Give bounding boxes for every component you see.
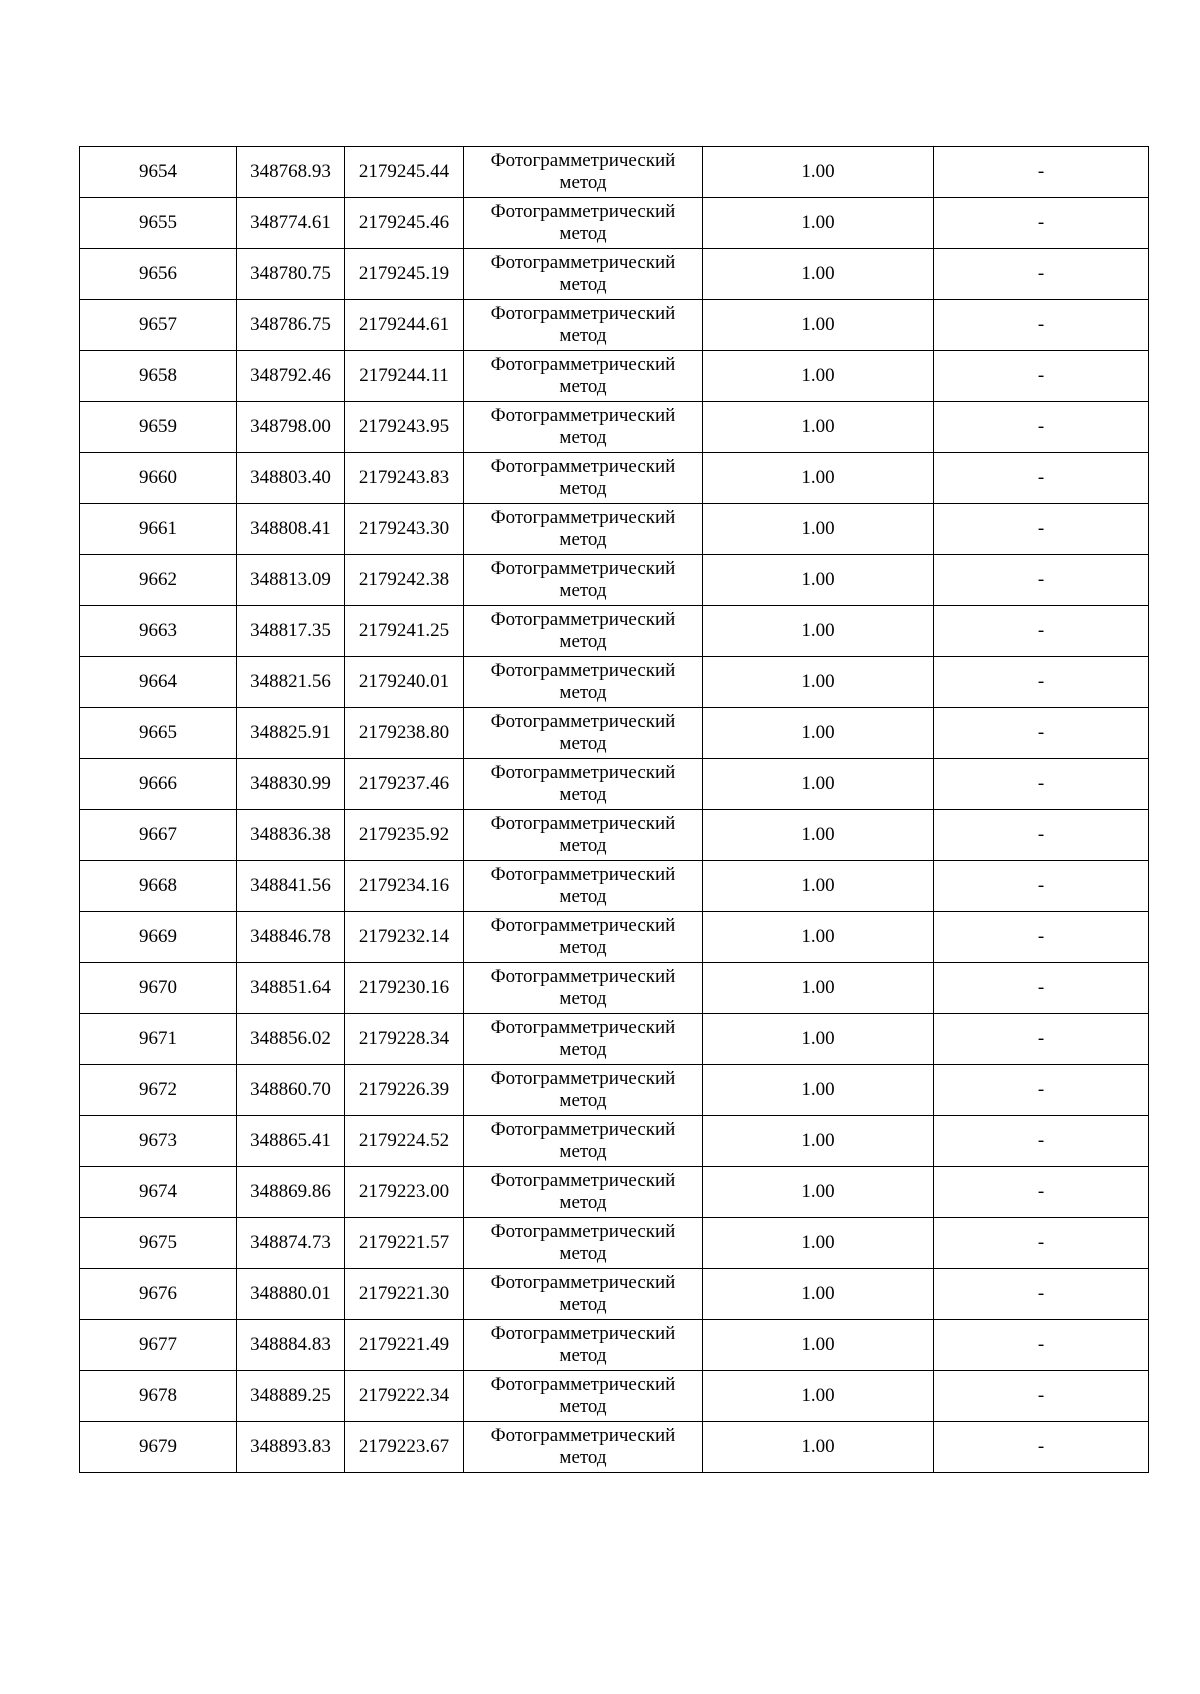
x-coordinate-cell: 348865.41 [237, 1116, 345, 1167]
method-line-2: метод [559, 1141, 607, 1162]
method-line-2: метод [559, 835, 607, 856]
method-line-2: метод [559, 733, 607, 754]
method-line-1: Фотограмметрический [490, 1425, 676, 1446]
method-cell [464, 1218, 703, 1269]
note-cell: - [934, 351, 1149, 402]
accuracy-cell: 1.00 [703, 606, 934, 657]
y-coordinate-cell: 2179240.01 [345, 657, 464, 708]
method-line-2: метод [559, 631, 607, 652]
accuracy-cell: 1.00 [703, 198, 934, 249]
point-number-cell: 9660 [80, 453, 237, 504]
method-cell [464, 657, 703, 708]
y-coordinate-cell: 2179245.44 [345, 147, 464, 198]
method-line-1: Фотограмметрический [490, 1221, 676, 1242]
x-coordinate-cell: 348893.83 [237, 1422, 345, 1473]
x-coordinate-cell: 348851.64 [237, 963, 345, 1014]
note-cell: - [934, 810, 1149, 861]
y-coordinate-cell: 2179232.14 [345, 912, 464, 963]
note-cell: - [934, 708, 1149, 759]
note-cell: - [934, 555, 1149, 606]
point-number-cell: 9666 [80, 759, 237, 810]
x-coordinate-cell: 348821.56 [237, 657, 345, 708]
method-line-1: Фотограмметрический [490, 1374, 676, 1395]
note-cell: - [934, 1065, 1149, 1116]
y-coordinate-cell: 2179243.83 [345, 453, 464, 504]
method-line-2: метод [559, 682, 607, 703]
method-line-2: метод [559, 376, 607, 397]
point-number-cell: 9679 [80, 1422, 237, 1473]
method-line-2: метод [559, 274, 607, 295]
method-line-1: Фотограмметрический [490, 558, 676, 579]
method-cell [464, 453, 703, 504]
method-cell [464, 198, 703, 249]
method-line-2: метод [559, 1345, 607, 1366]
method-line-2: метод [559, 988, 607, 1009]
table-row [80, 1167, 1149, 1218]
accuracy-cell: 1.00 [703, 810, 934, 861]
coordinates-table [79, 146, 1149, 1473]
table-row [80, 1065, 1149, 1116]
method-line-1: Фотограмметрический [490, 405, 676, 426]
table-row [80, 810, 1149, 861]
table-row [80, 708, 1149, 759]
x-coordinate-cell: 348798.00 [237, 402, 345, 453]
y-coordinate-cell: 2179243.95 [345, 402, 464, 453]
method-line-2: метод [559, 529, 607, 550]
method-line-2: метод [559, 1396, 607, 1417]
point-number-cell: 9662 [80, 555, 237, 606]
method-cell [464, 1320, 703, 1371]
method-line-2: метод [559, 478, 607, 499]
table-row [80, 453, 1149, 504]
accuracy-cell: 1.00 [703, 708, 934, 759]
x-coordinate-cell: 348803.40 [237, 453, 345, 504]
x-coordinate-cell: 348825.91 [237, 708, 345, 759]
note-cell: - [934, 1269, 1149, 1320]
note-cell: - [934, 606, 1149, 657]
x-coordinate-cell: 348856.02 [237, 1014, 345, 1065]
y-coordinate-cell: 2179226.39 [345, 1065, 464, 1116]
table-row [80, 963, 1149, 1014]
method-cell [464, 147, 703, 198]
point-number-cell: 9677 [80, 1320, 237, 1371]
note-cell: - [934, 1218, 1149, 1269]
method-line-1: Фотограмметрический [490, 1272, 676, 1293]
y-coordinate-cell: 2179242.38 [345, 555, 464, 606]
y-coordinate-cell: 2179221.49 [345, 1320, 464, 1371]
method-line-1: Фотограмметрический [490, 711, 676, 732]
table-row [80, 198, 1149, 249]
method-line-1: Фотограмметрический [490, 1017, 676, 1038]
method-line-1: Фотограмметрический [490, 813, 676, 834]
x-coordinate-cell: 348792.46 [237, 351, 345, 402]
point-number-cell: 9663 [80, 606, 237, 657]
note-cell: - [934, 1320, 1149, 1371]
note-cell: - [934, 1167, 1149, 1218]
table-row [80, 912, 1149, 963]
note-cell: - [934, 249, 1149, 300]
y-coordinate-cell: 2179237.46 [345, 759, 464, 810]
method-line-2: метод [559, 1090, 607, 1111]
point-number-cell: 9674 [80, 1167, 237, 1218]
accuracy-cell: 1.00 [703, 504, 934, 555]
method-cell [464, 1014, 703, 1065]
method-cell [464, 606, 703, 657]
point-number-cell: 9671 [80, 1014, 237, 1065]
method-cell [464, 1116, 703, 1167]
accuracy-cell: 1.00 [703, 1116, 934, 1167]
x-coordinate-cell: 348786.75 [237, 300, 345, 351]
method-line-1: Фотограмметрический [490, 915, 676, 936]
table-row [80, 657, 1149, 708]
method-line-2: метод [559, 1243, 607, 1264]
y-coordinate-cell: 2179221.57 [345, 1218, 464, 1269]
method-line-2: метод [559, 1192, 607, 1213]
note-cell: - [934, 1422, 1149, 1473]
table-row [80, 1014, 1149, 1065]
point-number-cell: 9664 [80, 657, 237, 708]
method-line-1: Фотограмметрический [490, 762, 676, 783]
point-number-cell: 9676 [80, 1269, 237, 1320]
y-coordinate-cell: 2179238.80 [345, 708, 464, 759]
note-cell: - [934, 1014, 1149, 1065]
accuracy-cell: 1.00 [703, 249, 934, 300]
note-cell: - [934, 759, 1149, 810]
method-line-2: метод [559, 1447, 607, 1468]
coordinates-table-body [80, 147, 1149, 1473]
method-line-1: Фотограмметрический [490, 1170, 676, 1191]
point-number-cell: 9673 [80, 1116, 237, 1167]
accuracy-cell: 1.00 [703, 912, 934, 963]
method-cell [464, 555, 703, 606]
x-coordinate-cell: 348808.41 [237, 504, 345, 555]
point-number-cell: 9669 [80, 912, 237, 963]
method-cell [464, 1269, 703, 1320]
y-coordinate-cell: 2179223.67 [345, 1422, 464, 1473]
point-number-cell: 9665 [80, 708, 237, 759]
method-cell [464, 351, 703, 402]
y-coordinate-cell: 2179223.00 [345, 1167, 464, 1218]
accuracy-cell: 1.00 [703, 147, 934, 198]
x-coordinate-cell: 348884.83 [237, 1320, 345, 1371]
accuracy-cell: 1.00 [703, 1320, 934, 1371]
point-number-cell: 9657 [80, 300, 237, 351]
method-cell [464, 1065, 703, 1116]
method-line-2: метод [559, 937, 607, 958]
table-row [80, 1218, 1149, 1269]
point-number-cell: 9678 [80, 1371, 237, 1422]
x-coordinate-cell: 348860.70 [237, 1065, 345, 1116]
method-line-2: метод [559, 223, 607, 244]
method-line-2: метод [559, 427, 607, 448]
method-cell [464, 708, 703, 759]
method-line-1: Фотограмметрический [490, 303, 676, 324]
y-coordinate-cell: 2179241.25 [345, 606, 464, 657]
method-line-2: метод [559, 1039, 607, 1060]
point-number-cell: 9675 [80, 1218, 237, 1269]
table-row [80, 759, 1149, 810]
method-line-1: Фотограмметрический [490, 1323, 676, 1344]
method-cell [464, 300, 703, 351]
method-cell [464, 402, 703, 453]
table-row [80, 351, 1149, 402]
table-row [80, 1320, 1149, 1371]
note-cell: - [934, 504, 1149, 555]
accuracy-cell: 1.00 [703, 1218, 934, 1269]
method-cell [464, 963, 703, 1014]
method-cell [464, 1422, 703, 1473]
method-line-2: метод [559, 784, 607, 805]
table-row [80, 249, 1149, 300]
note-cell: - [934, 402, 1149, 453]
method-cell [464, 249, 703, 300]
note-cell: - [934, 147, 1149, 198]
table-row [80, 606, 1149, 657]
method-line-1: Фотограмметрический [490, 354, 676, 375]
x-coordinate-cell: 348830.99 [237, 759, 345, 810]
table-row [80, 555, 1149, 606]
note-cell: - [934, 861, 1149, 912]
accuracy-cell: 1.00 [703, 657, 934, 708]
y-coordinate-cell: 2179245.46 [345, 198, 464, 249]
x-coordinate-cell: 348836.38 [237, 810, 345, 861]
accuracy-cell: 1.00 [703, 1014, 934, 1065]
point-number-cell: 9655 [80, 198, 237, 249]
method-line-1: Фотограмметрический [490, 1068, 676, 1089]
accuracy-cell: 1.00 [703, 300, 934, 351]
x-coordinate-cell: 348846.78 [237, 912, 345, 963]
point-number-cell: 9659 [80, 402, 237, 453]
accuracy-cell: 1.00 [703, 453, 934, 504]
y-coordinate-cell: 2179244.61 [345, 300, 464, 351]
y-coordinate-cell: 2179234.16 [345, 861, 464, 912]
x-coordinate-cell: 348880.01 [237, 1269, 345, 1320]
accuracy-cell: 1.00 [703, 1422, 934, 1473]
point-number-cell: 9668 [80, 861, 237, 912]
method-line-1: Фотограмметрический [490, 507, 676, 528]
y-coordinate-cell: 2179230.16 [345, 963, 464, 1014]
accuracy-cell: 1.00 [703, 555, 934, 606]
accuracy-cell: 1.00 [703, 1371, 934, 1422]
x-coordinate-cell: 348768.93 [237, 147, 345, 198]
note-cell: - [934, 453, 1149, 504]
point-number-cell: 9670 [80, 963, 237, 1014]
method-cell [464, 810, 703, 861]
method-line-1: Фотограмметрический [490, 201, 676, 222]
y-coordinate-cell: 2179224.52 [345, 1116, 464, 1167]
method-line-1: Фотограмметрический [490, 1119, 676, 1140]
y-coordinate-cell: 2179221.30 [345, 1269, 464, 1320]
accuracy-cell: 1.00 [703, 351, 934, 402]
table-row [80, 1371, 1149, 1422]
accuracy-cell: 1.00 [703, 1269, 934, 1320]
method-cell [464, 504, 703, 555]
method-line-1: Фотограмметрический [490, 252, 676, 273]
accuracy-cell: 1.00 [703, 1065, 934, 1116]
table-row [80, 861, 1149, 912]
method-cell [464, 912, 703, 963]
x-coordinate-cell: 348780.75 [237, 249, 345, 300]
accuracy-cell: 1.00 [703, 1167, 934, 1218]
method-cell [464, 1371, 703, 1422]
y-coordinate-cell: 2179245.19 [345, 249, 464, 300]
x-coordinate-cell: 348817.35 [237, 606, 345, 657]
y-coordinate-cell: 2179228.34 [345, 1014, 464, 1065]
note-cell: - [934, 963, 1149, 1014]
x-coordinate-cell: 348874.73 [237, 1218, 345, 1269]
accuracy-cell: 1.00 [703, 402, 934, 453]
y-coordinate-cell: 2179243.30 [345, 504, 464, 555]
point-number-cell: 9661 [80, 504, 237, 555]
method-line-2: метод [559, 172, 607, 193]
y-coordinate-cell: 2179244.11 [345, 351, 464, 402]
table-row [80, 402, 1149, 453]
point-number-cell: 9658 [80, 351, 237, 402]
note-cell: - [934, 1371, 1149, 1422]
method-cell [464, 861, 703, 912]
method-line-2: метод [559, 1294, 607, 1315]
point-number-cell: 9654 [80, 147, 237, 198]
accuracy-cell: 1.00 [703, 759, 934, 810]
x-coordinate-cell: 348813.09 [237, 555, 345, 606]
table-row [80, 1116, 1149, 1167]
method-line-1: Фотограмметрический [490, 609, 676, 630]
accuracy-cell: 1.00 [703, 861, 934, 912]
table-row [80, 147, 1149, 198]
y-coordinate-cell: 2179222.34 [345, 1371, 464, 1422]
table-row [80, 1269, 1149, 1320]
x-coordinate-cell: 348841.56 [237, 861, 345, 912]
method-cell [464, 1167, 703, 1218]
table-row [80, 504, 1149, 555]
note-cell: - [934, 657, 1149, 708]
method-line-1: Фотограмметрический [490, 150, 676, 171]
x-coordinate-cell: 348869.86 [237, 1167, 345, 1218]
method-cell [464, 759, 703, 810]
method-line-1: Фотограмметрический [490, 456, 676, 477]
point-number-cell: 9667 [80, 810, 237, 861]
x-coordinate-cell: 348774.61 [237, 198, 345, 249]
accuracy-cell: 1.00 [703, 963, 934, 1014]
method-line-2: метод [559, 886, 607, 907]
method-line-1: Фотограмметрический [490, 966, 676, 987]
note-cell: - [934, 198, 1149, 249]
point-number-cell: 9656 [80, 249, 237, 300]
note-cell: - [934, 912, 1149, 963]
x-coordinate-cell: 348889.25 [237, 1371, 345, 1422]
y-coordinate-cell: 2179235.92 [345, 810, 464, 861]
method-line-2: метод [559, 325, 607, 346]
method-line-1: Фотограмметрический [490, 660, 676, 681]
note-cell: - [934, 300, 1149, 351]
table-row [80, 300, 1149, 351]
method-line-2: метод [559, 580, 607, 601]
method-line-1: Фотограмметрический [490, 864, 676, 885]
note-cell: - [934, 1116, 1149, 1167]
table-row [80, 1422, 1149, 1473]
point-number-cell: 9672 [80, 1065, 237, 1116]
